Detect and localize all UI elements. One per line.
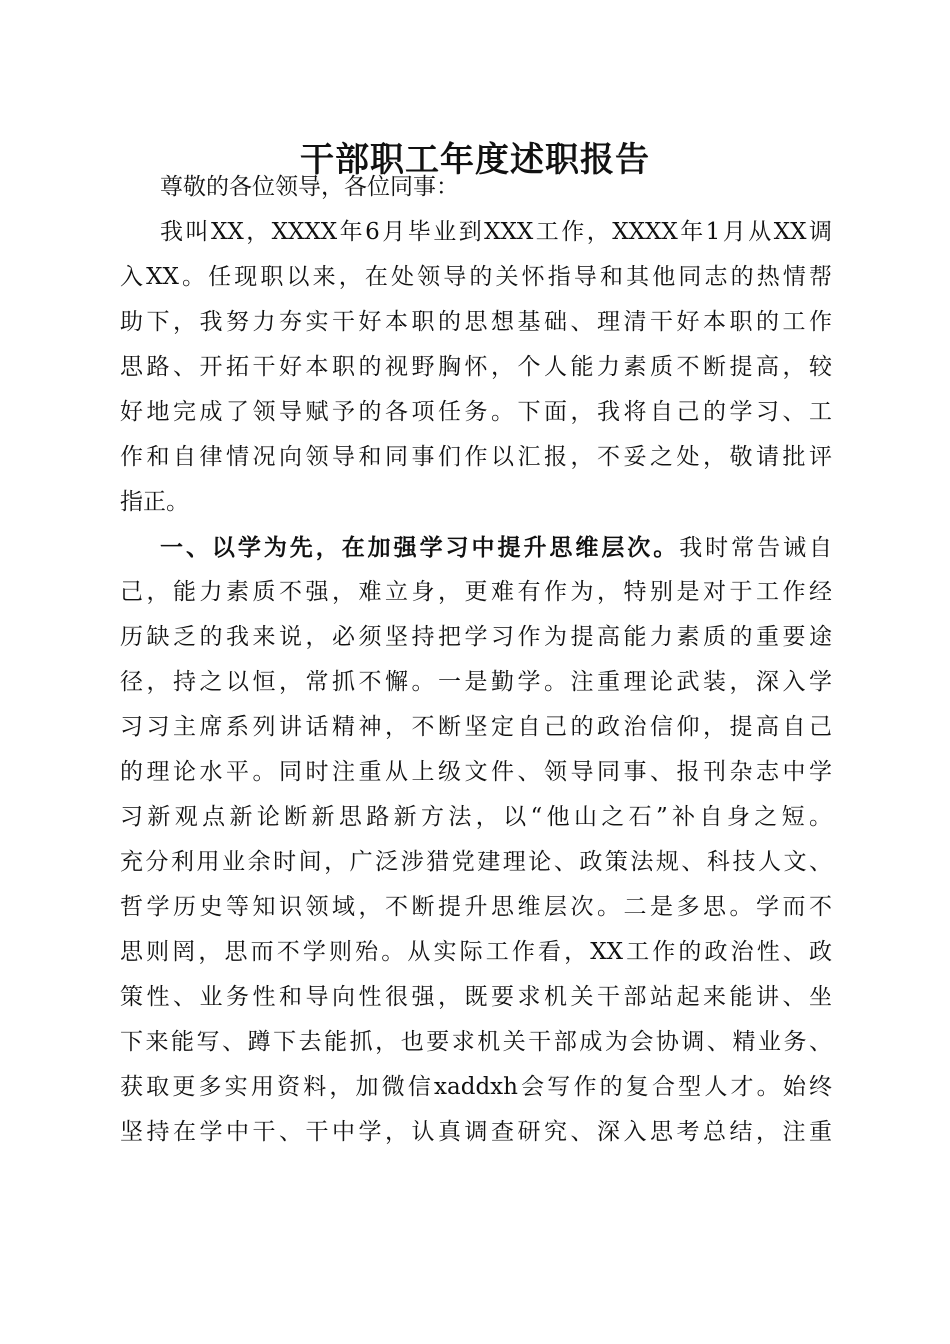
intro-line: 入XX。任现职以来，在处领导的关怀指导和其他同志的热情帮 bbox=[120, 264, 832, 290]
document-body bbox=[120, 165, 832, 1155]
intro-line: 思路、开拓干好本职的视野胸怀，个人能力素质不断提高，较 bbox=[120, 354, 832, 380]
section1-line: 思则罔，思而不学则殆。从实际工作看，XX工作的政治性、政 bbox=[120, 939, 832, 965]
section1-line: 径，持之以恒，常抓不懈。一是勤学。注重理论武装，深入学 bbox=[120, 669, 832, 695]
section1-line: 获取更多实用资料，加微信xaddxh会写作的复合型人才。始终 bbox=[120, 1074, 832, 1100]
intro-line: 助下，我努力夯实干好本职的思想基础、理清干好本职的工作 bbox=[120, 309, 832, 335]
greeting-line: 尊敬的各位领导，各位同事： bbox=[160, 174, 459, 200]
section1-line: 哲学历史等知识领域，不断提升思维层次。二是多思。学而不 bbox=[120, 894, 832, 920]
intro-line: 指正。 bbox=[120, 489, 189, 515]
section1-line: 充分利用业余时间，广泛涉猎党建理论、政策法规、科技人文、 bbox=[120, 849, 832, 875]
section1-line: 的理论水平。同时注重从上级文件、领导同事、报刊杂志中学 bbox=[120, 759, 832, 785]
section1-first-rest: 我时常告诫自 bbox=[679, 535, 833, 561]
section1-line: 历缺乏的我来说，必须坚持把学习作为提高能力素质的重要途 bbox=[120, 624, 832, 650]
section1-line: 策性、业务性和导向性很强，既要求机关干部站起来能讲、坐 bbox=[120, 984, 832, 1010]
section1-line: 己，能力素质不强，难立身，更难有作为，特别是对于工作经 bbox=[120, 579, 832, 605]
intro-line: 好地完成了领导赋予的各项任务。下面，我将自己的学习、工 bbox=[120, 399, 832, 425]
section1-line: 坚持在学中干、干中学，认真调查研究、深入思考总结，注重 bbox=[120, 1119, 832, 1145]
intro-line: 我叫XX，XXXX年6月毕业到XXX工作，XXXX年1月从XX调 bbox=[160, 219, 832, 245]
section1-line: 习新观点新论断新思路新方法，以“他山之石”补自身之短。 bbox=[120, 804, 832, 830]
section1-line: 习习主席系列讲话精神，不断坚定自己的政治信仰，提高自己 bbox=[120, 714, 832, 740]
section1-line: 下来能写、蹲下去能抓，也要求机关干部成为会协调、精业务、 bbox=[120, 1029, 832, 1055]
intro-line: 作和自律情况向领导和同事们作以汇报，不妥之处，敬请批评 bbox=[120, 444, 832, 470]
section1-first-line bbox=[120, 525, 832, 570]
document-title: 干部职工年度述职报告 bbox=[300, 140, 650, 180]
section1-heading: 一、以学为先，在加强学习中提升思维层次。 bbox=[160, 534, 680, 561]
